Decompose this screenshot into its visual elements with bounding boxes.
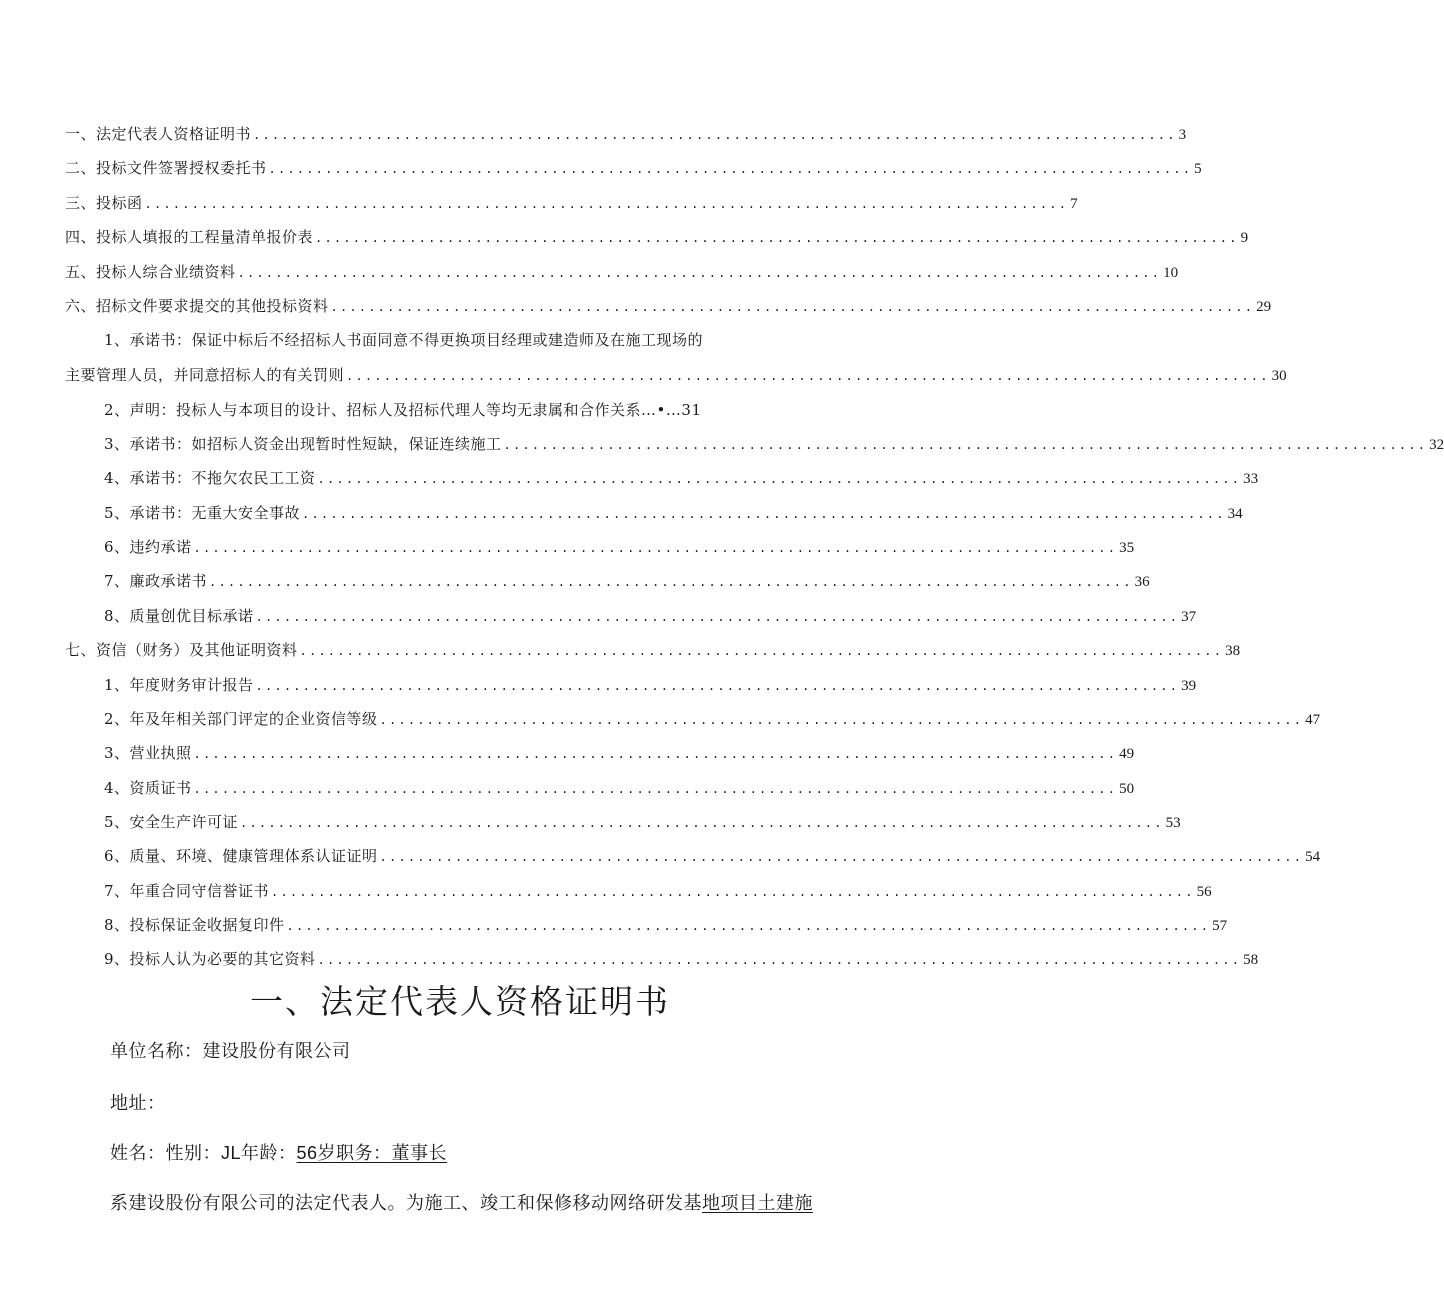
toc-entry[interactable] [104,433,1444,455]
toc-leader: .................................................................................................. [144,197,1069,211]
toc-entry-page: 49 [1119,746,1135,762]
toc-entry[interactable]: 2、声明：投标人与本项目的设计、招标人及招标代理人等均无隶属和合作关系…•…31 [104,401,702,419]
age-label: 年龄： [241,1143,297,1164]
toc-entry-title: 六、招标文件要求提交的其他投标资料 [65,297,329,315]
name-gender-label: 姓名：性别： [110,1143,221,1164]
toc-leader: .................................................................................................. [193,782,1118,796]
toc-leader: .................................................................................................. [330,300,1255,314]
toc-entry[interactable] [104,536,1135,558]
toc-leader: .................................................................................................. [271,885,1195,899]
toc-entry[interactable] [65,192,1078,214]
toc-leader: .................................................................................................. [237,266,1162,280]
toc-entry[interactable] [104,674,1197,696]
toc-entry-page: 34 [1227,506,1243,522]
toc-entry-title: 4、资质证书 [104,779,192,797]
toc-entry-title: 四、投标人填报的工程量清单报价表 [65,228,314,246]
gender-value: JL [221,1143,242,1163]
toc-leader: .................................................................................................. [317,472,1242,486]
toc-entry-page: 33 [1243,471,1259,487]
toc-entry[interactable] [65,123,1187,145]
toc-entry-title: 七、资信（财务）及其他证明资料 [65,641,298,659]
toc-leader: .................................................................................................. [253,128,1177,142]
toc-leader: .................................................................................................. [268,162,1193,176]
toc-entry[interactable] [104,948,1259,970]
toc-entry-title-line1[interactable]: 1、承诺书：保证中标后不经招标人书面同意不得更换项目经理或建造师及在施工现场的 [104,331,704,349]
toc-entry[interactable] [104,880,1212,902]
toc-entry[interactable] [104,845,1321,867]
toc-entry-title: 3、营业执照 [104,744,192,762]
toc-leader: .................................................................................................. [346,369,1270,383]
toc-leader: .................................................................................................. [503,438,1428,452]
toc-leader: .................................................................................................. [240,816,1164,830]
toc-entry-page: 38 [1225,643,1241,659]
toc-entry-title: 6、违约承诺 [104,538,192,556]
toc-entry-title: 6、质量、环境、健康管理体系认证证明 [104,847,378,865]
toc-entry[interactable] [104,777,1135,799]
toc-entry-page: 5 [1194,161,1202,177]
toc-entry[interactable] [104,605,1197,627]
toc-entry-title: 3、承诺书：如招标人资金出现暂时性短缺，保证连续施工 [104,435,502,453]
toc-leader: .................................................................................................. [209,575,1133,589]
toc-entry[interactable] [104,742,1135,764]
toc-entry-title: 1、年度财务审计报告 [104,676,254,694]
toc-entry-title: 7、年重合同守信誉证书 [104,882,270,900]
toc-entry[interactable] [65,226,1249,248]
toc-entry-page: 58 [1243,952,1259,968]
toc-entry[interactable] [65,639,1241,661]
age-value: 56 [296,1143,318,1163]
toc-entry-page: 36 [1134,574,1150,590]
toc-leader: .................................................................................................. [255,679,1180,693]
toc-entry-page: 30 [1271,368,1287,384]
address-line: 地址： [110,1093,166,1114]
toc-entry-title: 9、投标人认为必要的其它资料 [104,950,316,968]
age-value-underlined [297,1143,392,1164]
toc-entry-page: 32 [1429,437,1444,453]
toc-entry-page: 53 [1165,815,1181,831]
toc-entry-page: 35 [1119,540,1135,556]
toc-entry-page: 9 [1240,230,1249,246]
toc-entry[interactable] [104,467,1259,489]
toc-entry-title: 4、承诺书：不拖欠农民工工资 [104,469,316,487]
toc-entry[interactable] [104,811,1181,833]
statement-text: 系建设股份有限公司的法定代表人。为施工、竣工和保修移动网络研发基 [110,1193,702,1214]
toc-entry-page: 3 [1178,127,1187,143]
toc-entry-page: 37 [1181,609,1197,625]
toc-entry[interactable] [65,157,1202,179]
toc-entry-page: 54 [1305,849,1321,865]
toc-entry-page: 29 [1256,299,1272,315]
toc-entry-page: 50 [1119,781,1135,797]
toc-entry[interactable] [65,364,1287,386]
toc-entry-page: 56 [1196,884,1212,900]
toc-entry-page: 10 [1163,265,1179,281]
toc-entry[interactable] [104,708,1321,730]
toc-entry[interactable] [104,502,1243,524]
toc-entry-title: 8、投标保证金收据复印件 [104,916,285,934]
toc-entry-title: 三、投标函 [65,194,143,212]
unit-name-line: 单位名称：建设股份有限公司 [110,1041,351,1062]
toc-entry-title: 二、投标文件签署授权委托书 [65,159,267,177]
position-value: 董事长 [391,1143,448,1164]
toc-leader: .................................................................................................. [379,850,1304,864]
toc-entry-title: 8、质量创优目标承诺 [104,607,254,625]
statement-underlined: 地项目土建施 [702,1193,813,1214]
toc-entry-title: 一、法定代表人资格证明书 [65,125,252,143]
toc-entry-page: 39 [1181,678,1197,694]
toc-leader: .................................................................................................. [286,919,1211,933]
toc-entry[interactable] [65,261,1179,283]
toc-entry-title: 主要管理人员，并同意招标人的有关罚则 [65,366,345,384]
toc-leader: .................................................................................................. [299,644,1224,658]
toc-entry-title: 5、承诺书：无重大安全事故 [104,504,301,522]
toc-leader: .................................................................................................. [379,713,1304,727]
personal-info-line [110,1139,447,1168]
toc-entry-title: 2、年及年相关部门评定的企业资信等级 [104,710,378,728]
toc-entry[interactable] [65,295,1272,317]
statement-line [110,1190,813,1218]
toc-entry-title: 5、安全生产许可证 [104,813,239,831]
toc-leader: .................................................................................................. [193,541,1118,555]
toc-entry-page: 47 [1305,712,1321,728]
toc-entry[interactable] [104,914,1228,936]
toc-entry[interactable] [104,570,1150,592]
toc-leader: .................................................................................................. [315,231,1239,245]
section-title: 一、法定代表人资格证明书 [250,982,670,1021]
toc-entry-title: 7、廉政承诺书 [104,572,208,590]
toc-entry-title: 五、投标人综合业绩资料 [65,263,236,281]
toc-leader: .................................................................................................. [317,953,1242,967]
toc-leader: .................................................................................................. [255,610,1180,624]
toc-entry-page: 57 [1212,918,1228,934]
toc-leader: .................................................................................................. [193,747,1118,761]
age-unit: 岁职务： [317,1143,392,1164]
toc-leader: .................................................................................................. [302,507,1226,521]
toc-entry-page: 7 [1070,196,1078,212]
